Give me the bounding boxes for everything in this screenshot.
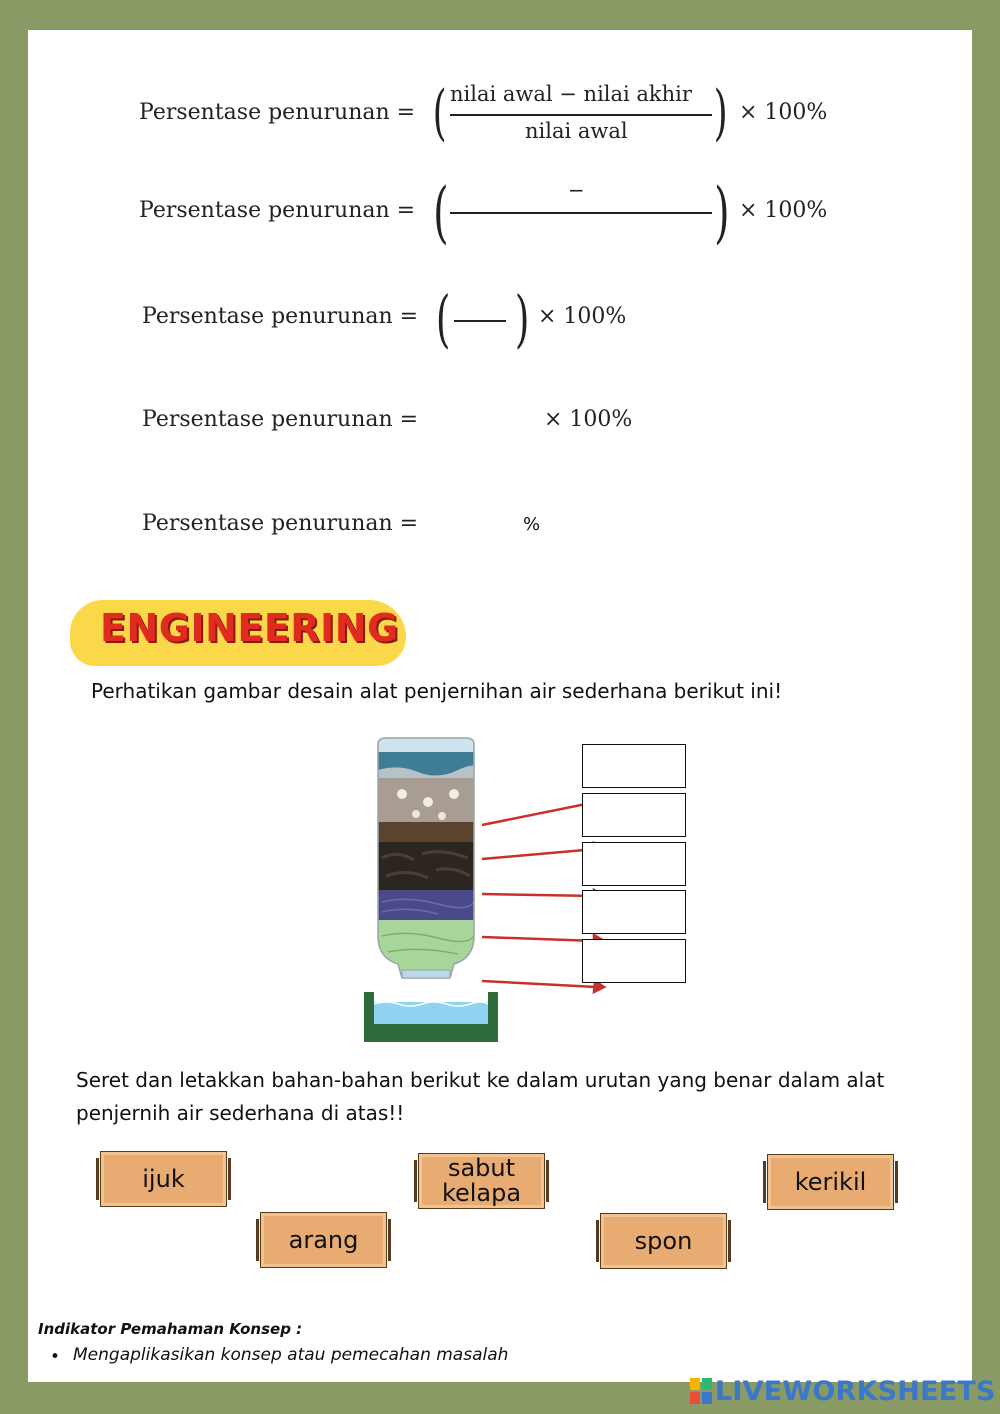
- answer-box-2[interactable]: [582, 793, 686, 837]
- right-paren-3: ): [514, 282, 530, 355]
- left-paren-2: (: [433, 174, 449, 251]
- indicator-title: Indikator Pemahaman Konsep :: [38, 1320, 303, 1338]
- material-chip-arang[interactable]: [260, 1212, 387, 1268]
- logo-icon: [690, 1378, 712, 1404]
- chip-label: spon: [634, 1226, 693, 1255]
- times-100-3: × 100%: [538, 304, 627, 329]
- answer-box-5[interactable]: [582, 939, 686, 983]
- material-chip-kerikil[interactable]: [767, 1154, 894, 1210]
- fraction-line-3: [454, 320, 506, 322]
- answer-box-1[interactable]: [582, 744, 686, 788]
- formula-label-1: Persentase penurunan =: [139, 100, 416, 125]
- left-paren-1: (: [432, 78, 447, 148]
- minus-sign: −: [568, 178, 585, 202]
- formula-label-2: Persentase penurunan =: [139, 198, 416, 223]
- numerator-text: nilai awal − nilai akhir: [450, 82, 692, 106]
- answer-box-3[interactable]: [582, 842, 686, 886]
- formula-label-5: Persentase penurunan =: [142, 511, 419, 536]
- denominator-text: nilai awal: [525, 119, 628, 143]
- task-text-line1: Seret dan letakkan bahan-bahan berikut ke dalam urutan yang benar dalam alat: [76, 1068, 885, 1092]
- indicator-bullet: Mengaplikasikan konsep atau pemecahan masalah: [73, 1345, 509, 1365]
- formula-label-3: Persentase penurunan =: [142, 304, 419, 329]
- chip-label: kerikil: [794, 1167, 867, 1196]
- bullet-dot: •: [50, 1347, 61, 1367]
- pebble: [397, 789, 407, 799]
- task-text-line2: penjernih air sederhana di atas!!: [76, 1101, 405, 1125]
- chip-label-line2: kelapa: [441, 1179, 522, 1207]
- material-chip-sabut-kelapa[interactable]: [418, 1153, 545, 1209]
- percent-sign: %: [523, 514, 541, 535]
- formula-label-4: Persentase penurunan =: [142, 407, 419, 432]
- answer-box-4[interactable]: [582, 890, 686, 934]
- chip-label: arang: [288, 1225, 359, 1254]
- times-100-1: × 100%: [739, 100, 828, 125]
- left-paren-3: (: [435, 282, 451, 355]
- right-paren-1: ): [713, 78, 728, 148]
- times-100-4: × 100%: [544, 407, 633, 432]
- section-heading: ENGINEERING: [100, 606, 399, 650]
- fraction-line-2: [450, 212, 712, 214]
- instruction-text: Perhatikan gambar desain alat penjernihan air sederhana berikut ini!: [91, 679, 783, 703]
- material-chip-ijuk[interactable]: [100, 1151, 227, 1207]
- material-chip-spon[interactable]: [600, 1213, 727, 1269]
- brand-name: LIVEWORKSHEETS: [715, 1375, 996, 1407]
- fraction-line-1: [450, 114, 712, 116]
- times-100-2: × 100%: [739, 198, 828, 223]
- pebble: [423, 797, 433, 807]
- chip-label-line1: sabut: [447, 1154, 516, 1182]
- pebble: [412, 810, 420, 818]
- pebble: [438, 812, 446, 820]
- worksheet-page: [28, 30, 972, 1382]
- chip-label: ijuk: [142, 1164, 185, 1193]
- pebble: [449, 789, 459, 799]
- right-paren-2: ): [714, 174, 730, 251]
- liveworksheets-logo: [690, 1374, 996, 1408]
